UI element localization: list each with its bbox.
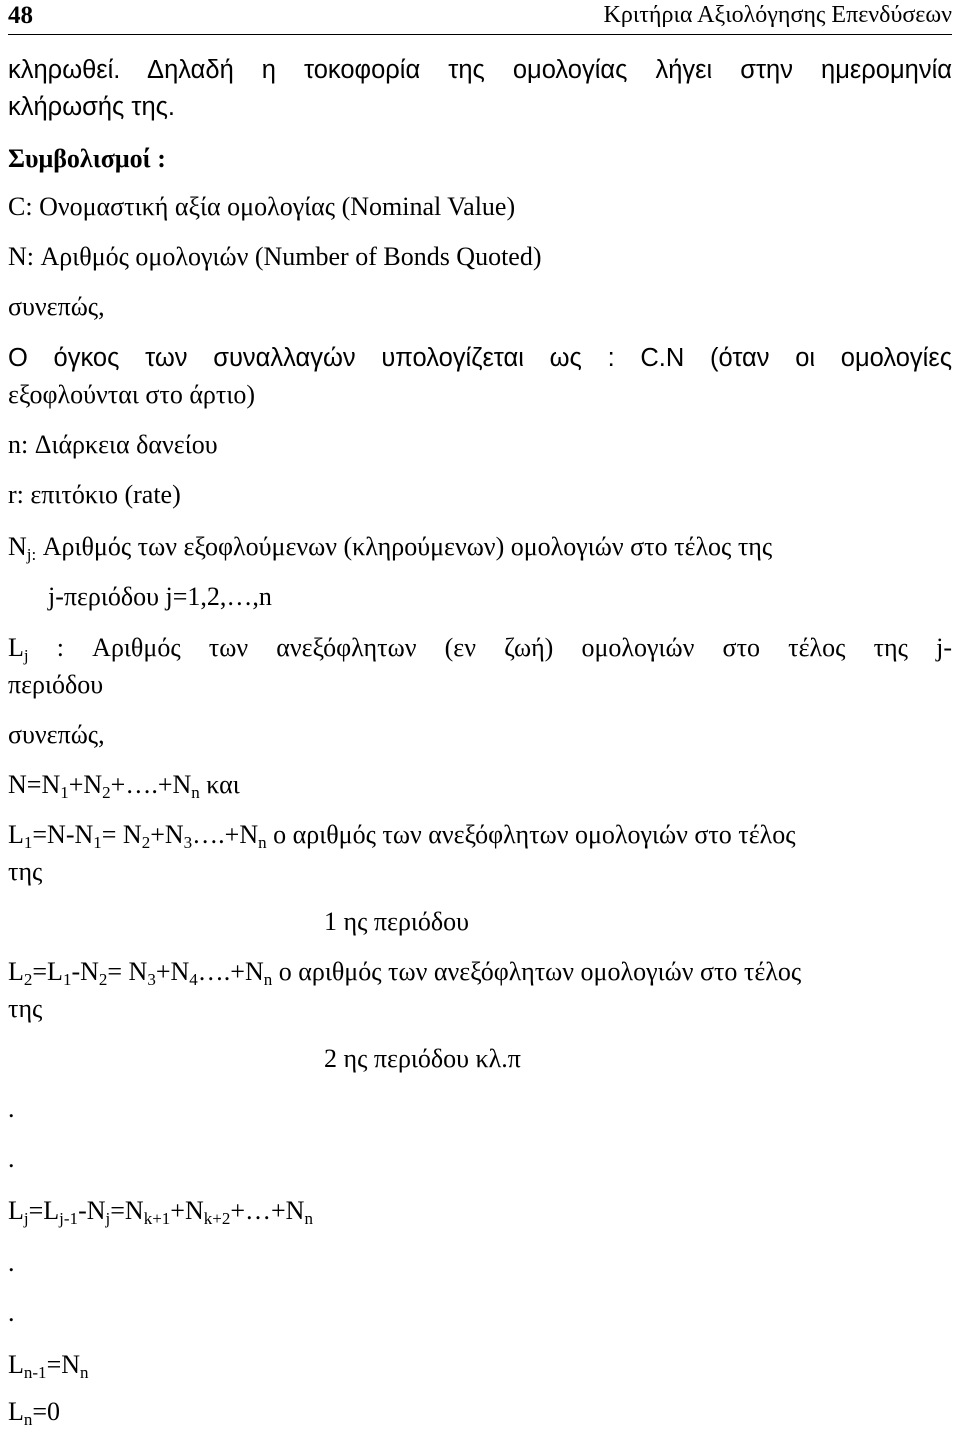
l2-equation [8,957,952,995]
n-small-definition: n: Διάρκεια δανείου [8,430,218,459]
nj-subscript: j: [26,545,37,564]
eq-part: =N [46,1350,81,1379]
l1-tail: της [8,857,43,886]
symbols-heading: Συμβολισμοί : [8,144,166,173]
ellipsis-dot-4: . [8,1298,15,1327]
eq-part: =L [28,1196,60,1225]
eq-sub: 2 [141,833,151,852]
eq-sub: n [304,1209,313,1228]
sum-equation [8,770,952,808]
lj-continuation: περιόδου [8,670,104,699]
eq-part: -N [78,1196,106,1225]
lj-symbol: L [8,633,24,662]
eq-part: ….+N [197,957,264,986]
eq-sub: n [258,833,267,852]
eq-sub: n [80,1363,89,1382]
eq-sub: j [105,1209,111,1228]
eq-part: =L [32,957,63,986]
l1-period: 1 ης περιόδου [324,907,470,936]
nj-continuation: j-περιόδου j=1,2,…,n [48,582,272,611]
l1-equation [8,820,952,858]
volume-line-a: Ο όγκος των συναλλαγών υπολογίζεται ως : C.N (όταν οι ομολογίες [8,344,952,372]
consequently-1: συνεπώς, [8,292,105,321]
nj-symbol: N [8,532,27,561]
page-number: 48 [8,2,33,29]
eq-part: +N [68,770,103,799]
eq-part: L [8,1196,24,1225]
eq-part: L [8,1350,24,1379]
r-definition: r: επιτόκιο (rate) [8,480,181,509]
body-line-2: κλήρωσής της. [8,93,176,121]
l2-tail: της [8,994,43,1023]
eq-sub: j [23,1209,29,1228]
consequently-2: συνεπώς, [8,720,105,749]
eq-part: ο αριθμός των ανεξόφλητων ομολογιών στο τέλος [266,820,796,849]
running-header: Κριτήρια Αξιολόγησης Επενδύσεων [603,2,952,28]
eq-part: +…+N [230,1196,305,1225]
eq-sub: n-1 [23,1363,47,1382]
eq-sub: j-1 [59,1209,79,1228]
nj-definition [8,532,952,570]
eq-sub: 4 [189,970,198,989]
nj-text: Αριθμός των εξοφλούμενων (κληρούμενων) ομολογιών στο τέλος της [36,532,773,561]
eq-part: L [8,1397,24,1426]
ln1-equation [8,1350,952,1388]
eq-part: +N [170,1196,204,1225]
eq-part: ….+N [192,820,259,849]
eq-sub: 3 [147,970,156,989]
volume-line-b: εξοφλούνται στο άρτιο) [8,380,256,409]
eq-sub: 2 [23,970,33,989]
eq-sub: 1 [62,970,72,989]
eq-sub: n [263,970,273,989]
eq-sub: n [191,783,200,802]
lj-equation [8,1196,952,1234]
c-definition: C: Ονομαστική αξία ομολογίας (Nominal Value) [8,192,516,221]
eq-sub: 1 [23,833,33,852]
eq-sub: 2 [102,783,111,802]
eq-part: N=N [8,770,61,799]
eq-part: = N [101,820,142,849]
eq-part: = N [107,957,148,986]
eq-part: =N [110,1196,144,1225]
eq-part: ο αριθμός των ανεξόφλητων ομολογιών στο τέλος [272,957,802,986]
lj-definition [8,633,952,671]
n-definition: N: Αριθμός ομολογιών (Number of Bonds Quoted) [8,242,542,271]
eq-sub: k+2 [203,1209,231,1228]
header-rule [8,34,952,35]
eq-sub: 1 [93,833,102,852]
eq-sub: k+1 [143,1209,171,1228]
l2-period: 2 ης περιόδου κλ.π [324,1044,521,1073]
eq-part: L [8,820,24,849]
eq-part: =0 [32,1397,61,1426]
eq-sub: 2 [98,970,108,989]
eq-sub: 1 [60,783,69,802]
eq-sub: 3 [183,833,193,852]
eq-part: +….+N [110,770,192,799]
eq-sub: n [23,1410,33,1429]
eq-part: -N [71,957,99,986]
eq-part: L [8,957,24,986]
ellipsis-dot-3: . [8,1248,15,1277]
ellipsis-dot-2: . [8,1144,15,1173]
body-line-1: κληρωθεί. Δηλαδή η τοκοφορία της ομολογίας λήγει στην ημερομηνία [8,56,952,84]
ellipsis-dot-1: . [8,1094,15,1123]
eq-part: +N [155,957,190,986]
ln-equation [8,1397,952,1435]
lj-text: : Αριθμός των ανεξόφλητων (εν ζωή) ομολογιών στο τέλος της j- [28,633,952,662]
eq-part: +N [150,820,184,849]
eq-part: =N-N [32,820,94,849]
eq-part: και [199,770,240,799]
lj-subscript: j [23,646,29,665]
